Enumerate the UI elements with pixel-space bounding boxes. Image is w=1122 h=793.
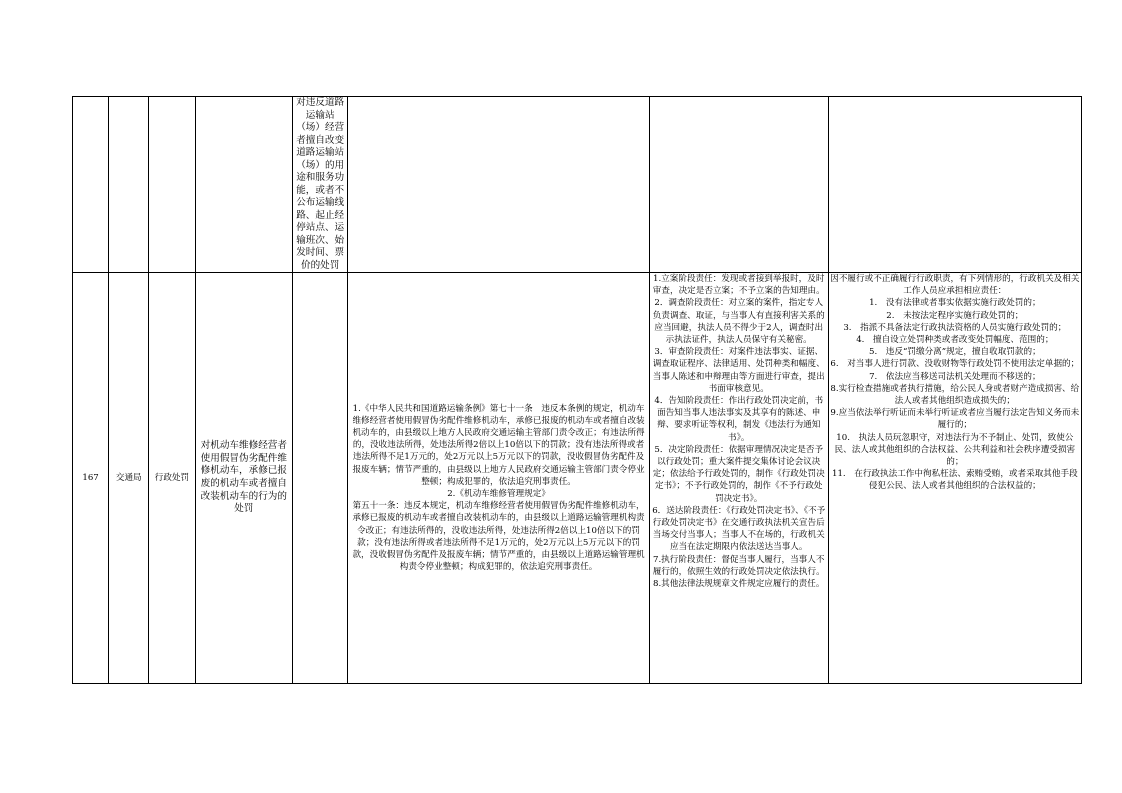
sub-item-cell: 对违反道路运输站（场）经营者擅自改变道路运输站（场）的用途和服务功能，或者不公布运输线路、起止经停站点、运输班次、始发时间、票价的处罚 — [293, 97, 348, 273]
accountability-paragraph: 6. 对当事人进行罚款、没收财物等行政处罚不使用法定单据的； — [830, 359, 1080, 370]
dept-cell — [109, 97, 149, 273]
accountability-paragraph: 8.实行检查措施或者执行措施，给公民人身或者财产造成损害、给法人或者其他组织造成损失的； — [830, 383, 1080, 407]
dept-cell: 交通局 — [109, 273, 149, 684]
category-cell: 行政处罚 — [149, 273, 195, 684]
seq-cell: 167 — [73, 273, 109, 684]
accountability-paragraph: 3. 指派不具备法定行政执法资格的人员实施行政处罚的； — [843, 322, 1067, 333]
table-row — [73, 97, 1082, 273]
duty-paragraph: 1.立案阶段责任：发现或者接到举报时，及时审查，决定是否立案；不予立案的告知理由。 — [652, 274, 825, 297]
basis-cell — [348, 273, 649, 684]
basis-paragraph: 2.《机动车维修管理规定》 — [447, 489, 550, 499]
accountability-cell — [828, 273, 1081, 684]
sub-item-cell — [293, 273, 348, 684]
seq-cell — [73, 97, 109, 273]
accountability-paragraph: 4. 擅自设立处罚种类或者改变处罚幅度、范围的； — [856, 335, 1054, 346]
power-list-table — [72, 96, 1082, 684]
accountability-paragraph: 9.应当依法举行听证而未举行听证或者应当履行法定告知义务而未履行的； — [830, 408, 1080, 431]
category-cell — [149, 97, 195, 273]
duty-paragraph: 6．送达阶段责任：《行政处罚决定书》、《不予行政处罚决定书》在交通行政执法机关宣告后当场交付当事人；当事人不在场的，行政机关应当在法定期限内依法送达当事人。 — [652, 505, 826, 553]
duty-paragraph: 8.其他法律法规规章文件规定应履行的责任。 — [652, 579, 825, 590]
duty-paragraph: 5．决定阶段责任：依据审理情况决定是否予以行政处罚；重大案件提交集体讨论会议决定；依法给予行政处罚的，制作《行政处罚决定书》；不予行政处罚的，制作《不予行政处罚决定书》。 — [652, 444, 825, 504]
duty-paragraph: 3．审查阶段责任：对案件违法事实、证据、调查取证程序、法律适用、处罚种类和幅度、当事人陈述和申辩理由等方面进行审查，提出书面审核意见。 — [652, 347, 825, 394]
basis-paragraph: 第五十一条：违反本规定，机动车维修经营者使用假冒伪劣配件维修机动车，承修已报废的机动车或者擅自改装机动车的，由县级以上道路运输管理机构责令改正；有违法所得的，没收违法所得，处违法所得2倍以上10倍以下的罚款；没有违法所得或者违法所得不足1万元的，处2万元以上5万元以下的罚款，没收假冒伪劣配件及报废车辆；情节严重的，由县级以上道路运输管理机构责令停业整顿；构成犯罪的，依法追究刑事责任。 — [352, 501, 645, 573]
accountability-paragraph: 2. 未按法定程序实施行政处罚的； — [886, 310, 1024, 321]
duty-paragraph: 7.执行阶段责任：督促当事人履行，当事人不履行的，依照生效的行政处罚决定依法执行。 — [652, 554, 825, 577]
accountability-paragraph: 11. 在行政执法工作中徇私枉法、索贿受贿，或者采取其他手段侵犯公民、法人或者其他组织的合法权益的； — [831, 469, 1078, 492]
accountability-paragraph: 10. 执法人员玩忽职守，对违法行为不予制止、处罚，致使公民、法人或其他组织的合法权益、公共利益和社会秩序遭受损害的； — [834, 432, 1076, 468]
accountability-cell — [828, 97, 1081, 273]
basis-paragraph: 1.《中华人民共和国道路运输条例》第七十一条 违反本条例的规定，机动车维修经营者使用假冒伪劣配件维修机动车，承修已报废的机动车或者擅自改装机动车的，由县级以上地方人民政府交通运输主管部门责令改正；有违法所得的，没收违法所得，处违法所得2倍以上10倍以下的罚款；没有违法所得或者违法所得不足1万元的，处2万元以上5万元以下的罚款，没收假冒伪劣配件及报废车辆；情节严重的，由县级以上地方人民政府交通运输主管部门责令停业整顿；构成犯罪的，依法追究刑事责任。 — [352, 403, 645, 487]
accountability-paragraph: 5. 违反“罚缴分离”规定，擅自收取罚款的； — [868, 347, 1041, 358]
duties-cell — [649, 97, 828, 273]
duties-cell — [649, 273, 828, 684]
duty-paragraph: 2．调查阶段责任：对立案的案件，指定专人负责调查、取证，与当事人有直接利害关系的应当回避，执法人员不得少于2人，调查时出示执法证件，执法人员保守有关秘密。 — [652, 298, 825, 346]
basis-cell — [348, 97, 649, 273]
duty-paragraph: 4．告知阶段责任：作出行政处罚决定前，书面告知当事人违法事实及其享有的陈述、申辩、要求听证等权利，制发《违法行为通知书》。 — [654, 396, 824, 443]
accountability-paragraph: 1. 没有法律或者事实依据实施行政处罚的； — [869, 298, 1041, 309]
accountability-paragraph: 因不履行或不正确履行行政职责，有下列情形的，行政机关及相关工作人员应承担相应责任： — [830, 274, 1080, 297]
table-row — [73, 273, 1082, 684]
item-name-cell: 对机动车维修经营者使用假冒伪劣配件维修机动车，承修已报废的机动车或者擅自改装机动车的行为的处罚 — [195, 273, 292, 684]
accountability-paragraph: 7. 依法应当移送司法机关处理而不移送的； — [869, 371, 1041, 382]
item-name-cell — [195, 97, 292, 273]
